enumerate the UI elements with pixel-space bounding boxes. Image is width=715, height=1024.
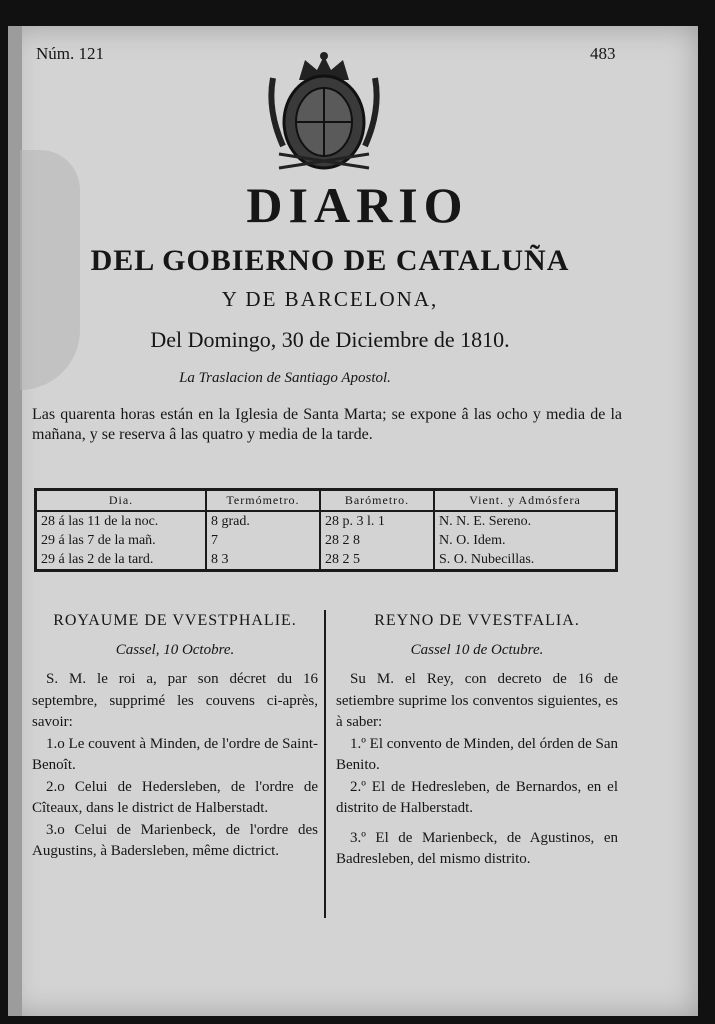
weather-header-row xyxy=(36,490,617,512)
cell-termometro: 8 3 xyxy=(206,550,320,571)
cell-viento: N. O. Idem. xyxy=(439,532,506,548)
article-paragraph: S. M. le roi a, par son décret du 16 septembre, supprimé les couvens ci-après, savoir: xyxy=(32,671,318,730)
masthead-subtitle: DEL GOBIERNO DE CATALUÑA xyxy=(90,244,570,277)
feast-day: La Traslacion de Santiago Apostol. xyxy=(179,370,391,386)
header-dia: Dia. xyxy=(36,490,207,512)
article-paragraph: Su M. el Rey, con decreto de 16 de setiembre suprime los conventos siguientes, es à saber: xyxy=(336,671,618,730)
article-paragraph: 2.o Celui de Hedersleben, de l'ordre de Cîteaux, dans le district de Halberstadt. xyxy=(32,778,318,816)
issue-number: Núm. 121 xyxy=(36,44,104,63)
cell-barometro: 28 p. 3 l. 1 xyxy=(320,511,434,531)
table-row xyxy=(36,550,617,571)
column-heading: REYNO DE VVESTFALIA. xyxy=(374,612,580,629)
dateline: Cassel, 10 Octobre. xyxy=(115,641,235,658)
church-notice: Las quarenta horas están en la Iglesia de Santa Marta; se expone â las ocho y media de la mañana, y se reserva â las quatro y media de la tarde. xyxy=(32,406,622,443)
article-paragraph: 3.o Celui de Marienbeck, de l'ordre des Augustins, à Badersleben, même dictrict. xyxy=(32,821,318,859)
column-divider xyxy=(324,610,326,918)
french-column xyxy=(32,610,318,863)
masthead-subtitle-city: Y DE BARCELONA, xyxy=(221,287,439,311)
spanish-column xyxy=(336,610,618,871)
article-paragraph: 2.º El de Hedresleben, de Bernardos, en el distrito de Halberstadt. xyxy=(336,778,618,816)
page-number: 483 xyxy=(590,44,616,63)
cell-barometro: 28 2 5 xyxy=(320,550,434,571)
issue-date: Del Domingo, 30 de Diciembre de 1810. xyxy=(150,327,510,352)
cell-dia: 28 á las 11 de la noc. xyxy=(36,511,207,531)
dateline: Cassel 10 de Octubre. xyxy=(410,641,544,658)
masthead-title: DIARIO xyxy=(246,177,469,233)
header-termometro: Termómetro. xyxy=(206,490,320,512)
royal-coat-of-arms-icon xyxy=(265,50,383,176)
column-heading: ROYAUME DE VVESTPHALIE. xyxy=(53,612,297,629)
cell-termometro: 8 grad. xyxy=(206,511,320,531)
article-paragraph: 1.º El convento de Minden, del órden de San Benito. xyxy=(336,735,618,773)
header-barometro: Barómetro. xyxy=(320,490,434,512)
weather-table xyxy=(34,488,618,572)
cell-dia: 29 á las 7 de la mañ. xyxy=(36,531,207,550)
header-viento: Vient. y Admósfera xyxy=(434,490,617,512)
cell-viento: S. O. Nubecillas. xyxy=(439,551,535,567)
cell-barometro: 28 2 8 xyxy=(320,531,434,550)
article-paragraph: 1.o Le couvent à Minden, de l'ordre de Saint-Benoît. xyxy=(32,735,318,773)
cell-dia: 29 á las 2 de la tard. xyxy=(36,550,207,571)
cell-viento: N. N. E. Sereno. xyxy=(439,513,532,529)
article-paragraph: 3.º El de Marienbeck, de Agustinos, en Badresleben, del mismo distrito. xyxy=(336,829,618,867)
table-row xyxy=(36,531,617,550)
cell-termometro: 7 xyxy=(206,531,320,550)
table-row xyxy=(36,511,617,531)
